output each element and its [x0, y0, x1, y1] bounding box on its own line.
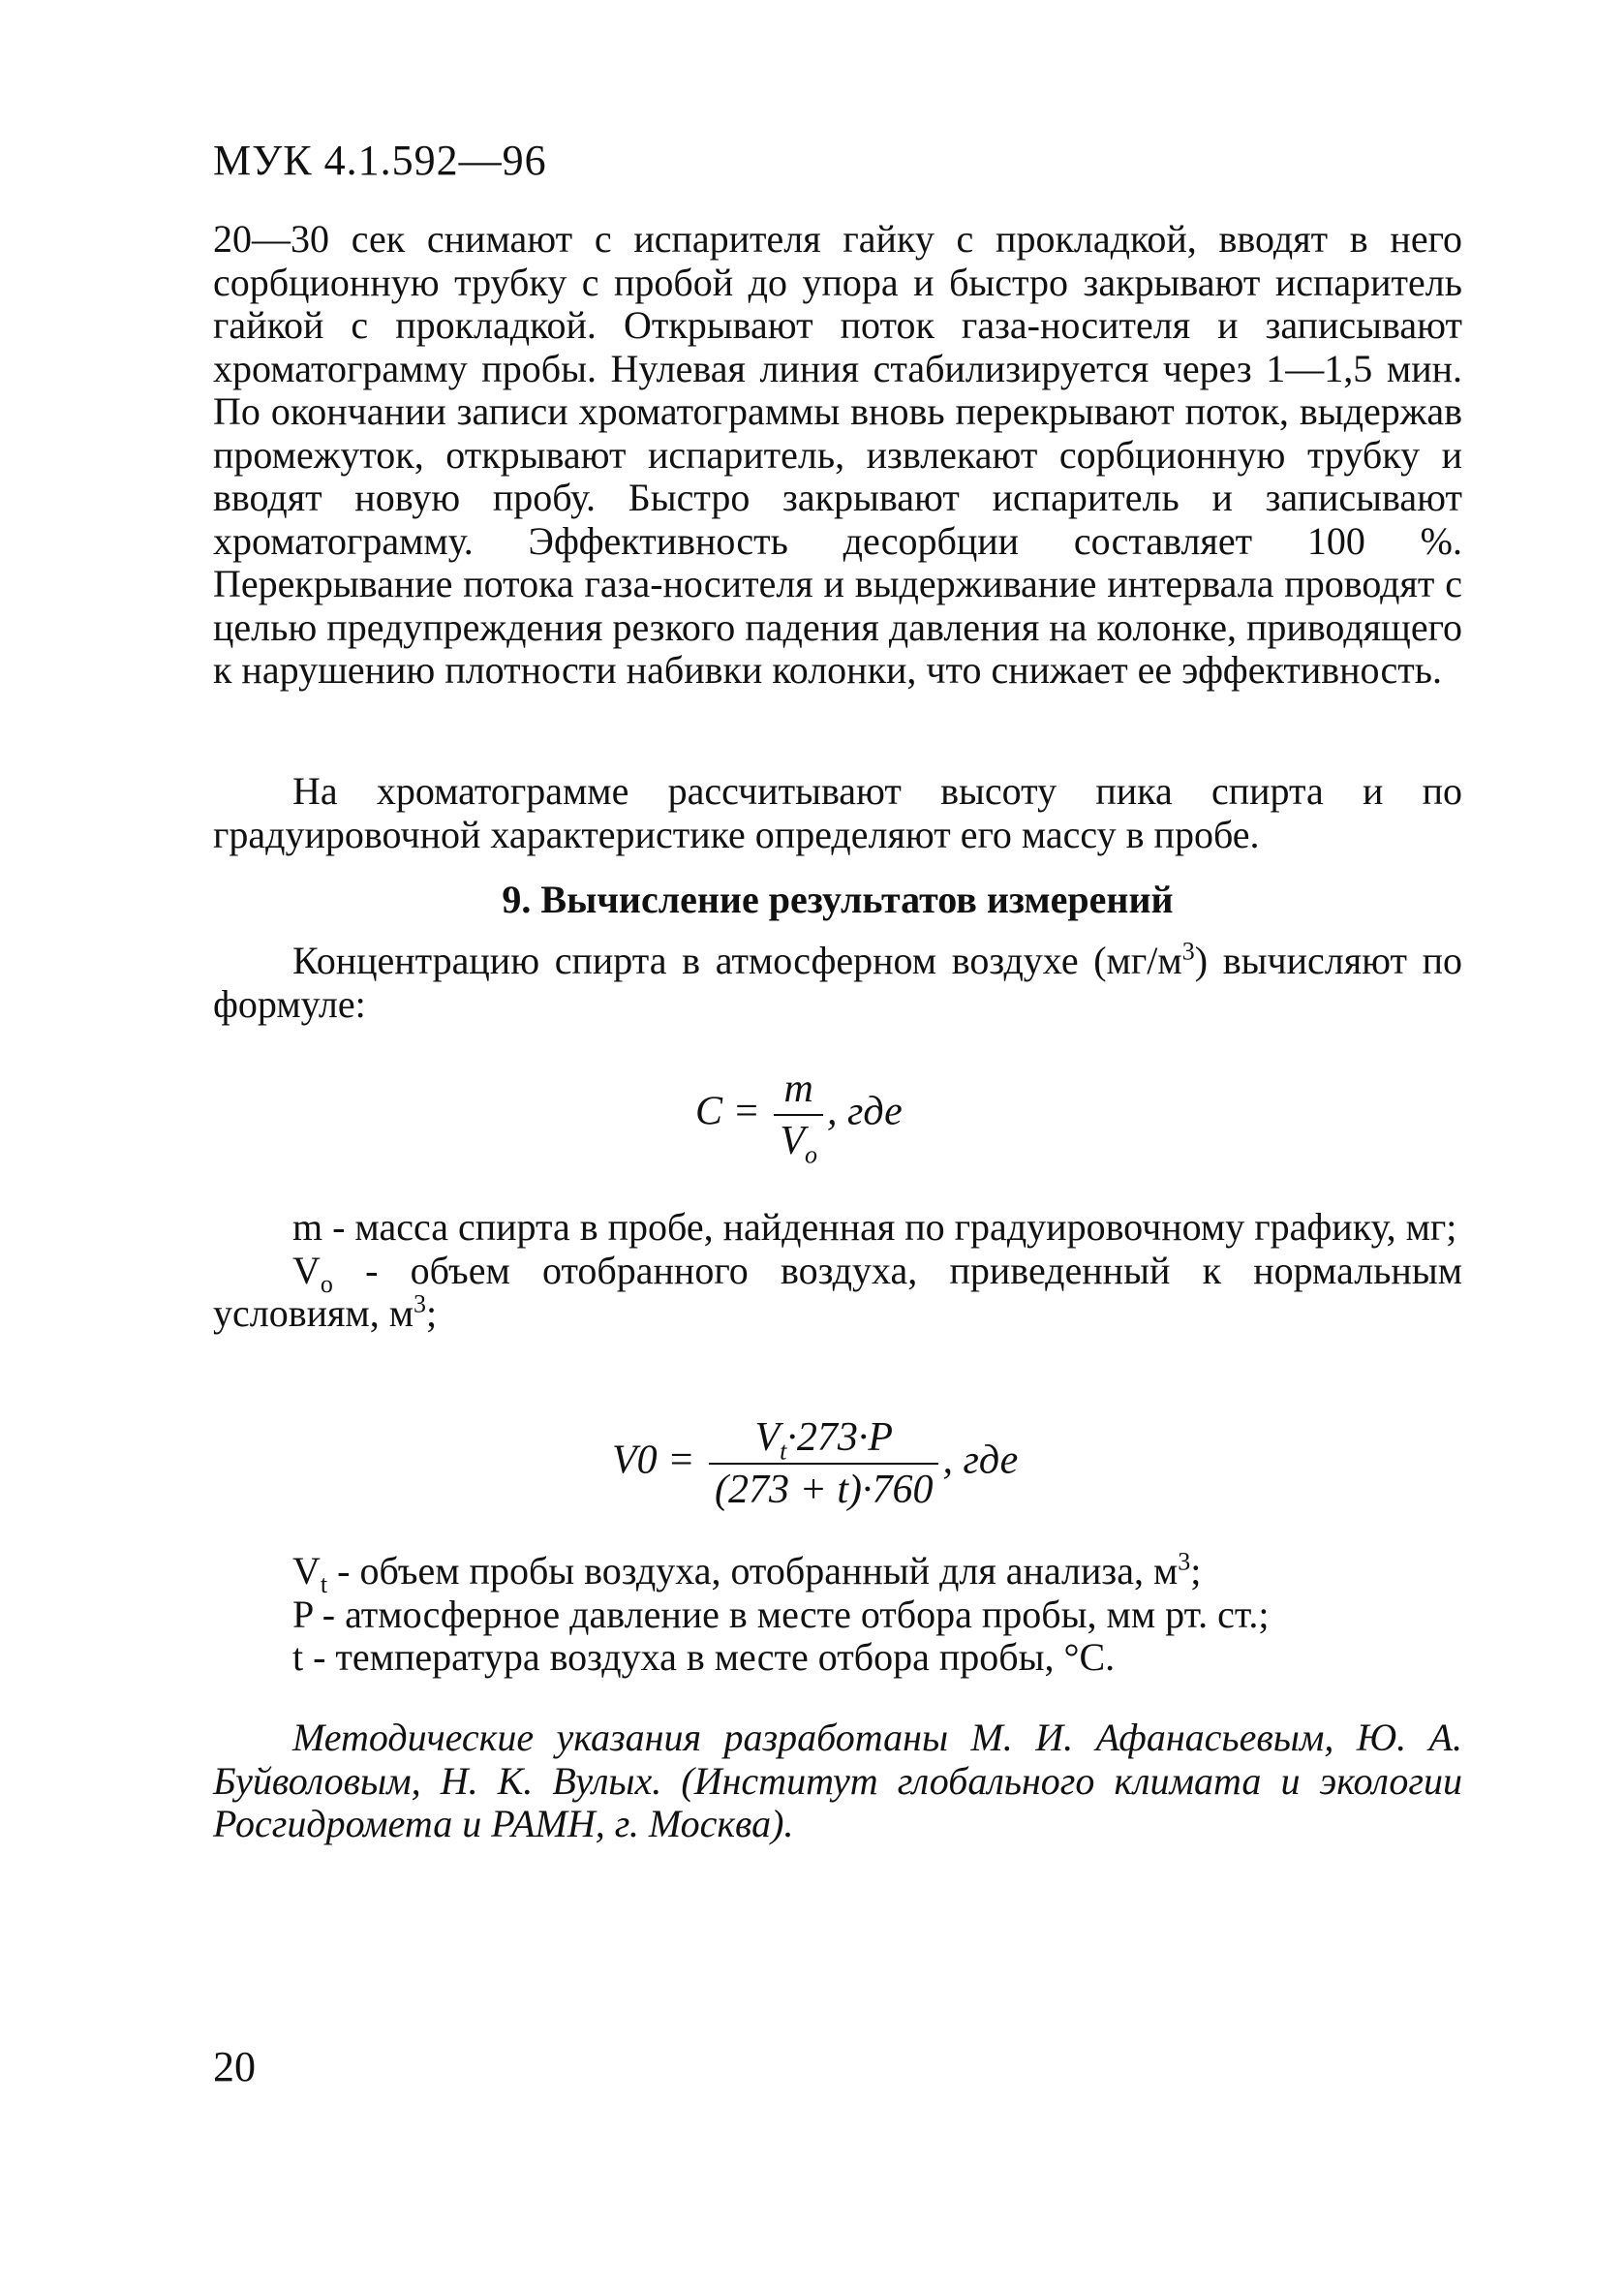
concentration-text: Концентрацию спирта в атмосферном воздухе (мг/м — [292, 939, 1182, 982]
formula2-lhs-sub: 0 — [636, 1438, 658, 1483]
formula1-denominator-sub: o — [805, 1140, 818, 1169]
definition-t: t - температура воздуха в месте отбора пробы, °С. — [292, 1635, 1116, 1679]
vo-tail: ; — [426, 1291, 438, 1335]
formula1-denominator — [774, 1116, 823, 1169]
formula1-fraction — [774, 1066, 823, 1169]
vo-sub: o — [320, 1269, 333, 1298]
formula2-equals: = — [657, 1438, 695, 1483]
definition-m: m - масса спирта в пробе, найденная по градуировочному графику, мг; — [292, 1205, 1457, 1249]
formula2-lhs-symbol: V — [612, 1438, 637, 1483]
vt-sub: t — [320, 1570, 328, 1598]
formula-normal-volume — [612, 1414, 1018, 1513]
paragraph-concentration — [213, 937, 1462, 1026]
page-number: 20 — [213, 2043, 256, 2090]
section-heading: 9. Вычисление результатов измерений — [502, 878, 1174, 921]
document-code: МУК 4.1.592—96 — [213, 137, 547, 184]
credits-note: Методические указания разработаны М. И. Афанасьевым, Ю. А. Буйволовым, Н. К. Вулых. (Институт глобального климата и экологии Росгидромета и РАМН, г. Москва). — [213, 1716, 1462, 1845]
formula2-num-sub: t — [780, 1437, 787, 1466]
concentration-sup: 3 — [1181, 937, 1195, 966]
vo-sup: 3 — [414, 1289, 427, 1318]
formula2-denominator: (273 + t)·760 — [715, 1468, 934, 1512]
paragraph-procedure: 20—30 сек снимают с испарителя гайку с прокладкой, вводят в него сорбционную трубку с пробой до упора и быстро закрывают испаритель гайкой с прокладкой. Открывают поток газа-носителя и записывают хроматограмму пробы. Нулевая линия стабилизируется через 1—1,5 мин. По окончании записи хроматограммы вновь перекрывают поток, выдержав промежуток, открывают испаритель, извлекают сорбционную трубку и вводят новую пробу. Быстро закрывают испаритель и записывают хроматограмму. Эффективность десорбции составляет 100 %. Перекрывание потока газа-носителя и выдерживание интервала проводят с целью предупреждения резкого падения давления на колонке, приводящего к нарушению плотности набивки колонки, что снижает ее эффективность. — [213, 217, 1462, 692]
formula2-fraction — [709, 1414, 938, 1513]
definitions-block-1 — [213, 1206, 1462, 1336]
vt-tail: ; — [1190, 1549, 1202, 1593]
formula2-suffix: , где — [942, 1438, 1019, 1483]
vt-sup: 3 — [1178, 1547, 1191, 1576]
definitions-block-2 — [213, 1547, 1462, 1680]
paragraph-chromatogram: На хроматограмме рассчитывают высоту пика спирта и по градуировочной характеристике определяют его массу в пробе. — [213, 769, 1462, 856]
formula1-denominator-symbol: V — [780, 1119, 806, 1163]
vt-symbol: V — [292, 1549, 321, 1593]
vo-text: - объем отобранного воздуха, приведенный к нормальным условиям, м — [213, 1248, 1462, 1335]
formula2-num-rest: ·273·P — [786, 1415, 894, 1460]
definition-vt — [213, 1547, 1462, 1598]
concentration-tail: ) вычисляют по формуле: — [213, 939, 1462, 1026]
formula2-numerator — [709, 1414, 938, 1465]
formula1-suffix: , где — [827, 1089, 903, 1134]
definition-p: P - атмосферное давление в месте отбора пробы, мм рт. ст.; — [292, 1592, 1270, 1636]
formula1-numerator: m — [774, 1066, 823, 1116]
definition-vo — [213, 1250, 1462, 1336]
formula1-lhs: C = — [695, 1089, 760, 1134]
formula-concentration — [695, 1066, 903, 1169]
formula2-lhs — [612, 1438, 695, 1483]
vt-text: - объем пробы воздуха, отобранный для анализа, м — [327, 1549, 1179, 1593]
vo-symbol: V — [292, 1248, 321, 1292]
formula2-num-symbol: V — [754, 1415, 781, 1460]
